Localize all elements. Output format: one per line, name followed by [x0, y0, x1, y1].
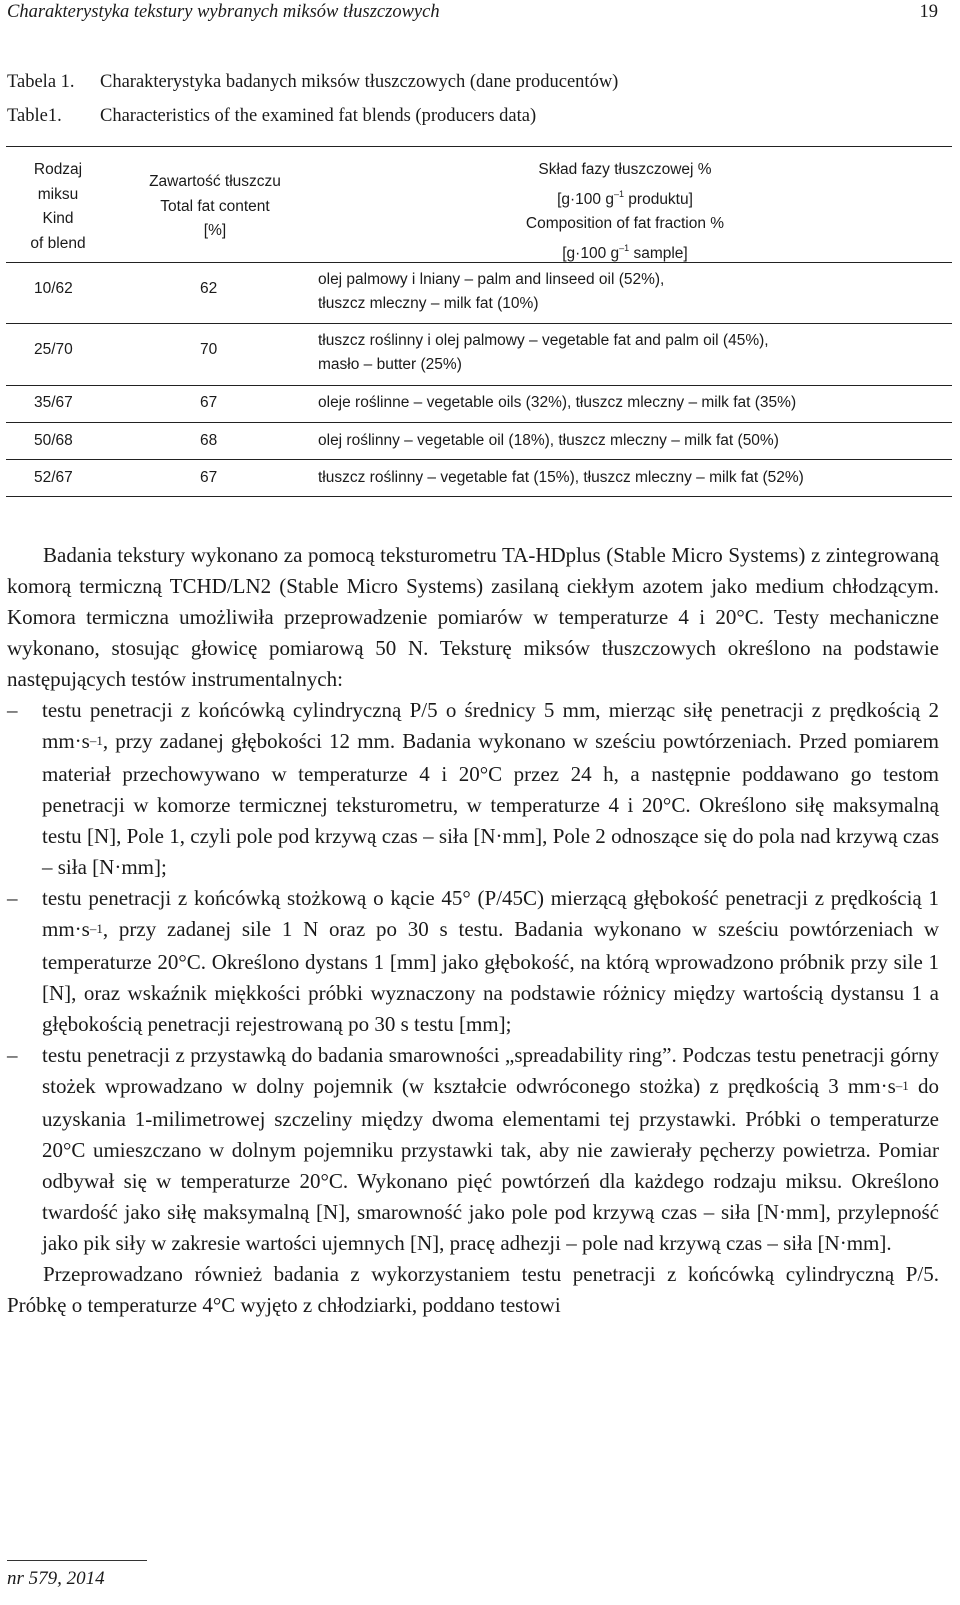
running-head	[7, 2, 938, 26]
footer-issue: nr 579, 2014	[7, 1568, 105, 1589]
paragraph: Badania tekstury wykonano za pomocą teksturometru TA-HDplus (Stable Micro Systems) z zintegrowaną komorą termiczną TCHD/LN2 (Stable Micro Systems) zasilaną ciekłym azotem jako medium chłodzącym. Komora termiczna umożliwiła przeprowadzenie pomiarów w temperaturze 4 i 20°C. Testy mechaniczne wykonano, stosując głowicę pomiarową 50 N. Teksturę miksów tłuszczowych określono na podstawie następujących testów instrumentalnych:	[7, 543, 939, 691]
page-number: 19	[919, 2, 938, 22]
header-kind: Rodzaj miksu Kind of blend	[30, 161, 86, 252]
row-rule	[6, 385, 952, 386]
page: Charakterystyka tekstury wybranych miksów tłuszczowych 19 Tabela 1. Charakterystyka badanych miksów tłuszczowych (dane producentów) Table1. Characteristics of the examined fat blends (producers data) Rodzaj miksu Kind of blend Zawartość tłuszczu Total fat content [%] Skład fazy tłuszczowej % [g·100 $g^{-1}$ produktu] Composition of fat fraction % [g·100 $g^{-1}$ sample] 10/62 62 olej palmowy i lniany – palm and linseed oil (52%), tłuszcz mleczny – milk fat (10%) 25/70 70 tłuszcz roślinny i olej palmowy – vegetable fat and palm oil (45%), masło – butter (25%) 35/67 67 oleje roślinne – vegetable oils (32%), tłuszcz mleczny – milk fat (35%) 50/68 68 olej roślinny – vegetable oil (18%), tłuszcz mleczny – milk fat (50%) 52/67 67 tłuszcz roślinny – vegetable fat (15%), tłuszcz mleczny – milk fat (52%) Badania tekstury wykonano za pomocą teksturometru TA-HDplus (Stable Micro Systems) z zintegrowaną komorą termiczną TCHD/LN2 (Stable Micro Systems) zasilaną ciekłym azotem jako medium chłodzącym. Komora termiczna umożliwiła przeprowadzenie pomiarów w temperaturze 4 i 20°C. Testy mechaniczne wykonano, stosując głowicę pomiarową 50 N. Teksturę miksów tłuszczowych określono na podstawie następujących testów instrumentalnych: – testu penetracji z końcówką cylindryczną P/5 o średnicy 5 mm, mierząc siłę penetracji z prędkością 2 $mm\cdot s^{-1}$, przy zadanej głębokości 12 mm. Badania wykonano w sześciu powtórzeniach. Przed pomiarem materiał przechowywano w temperaturze 4 i 20°C przez 24 h, a następnie poddawano go testom penetracji w komorze termicznej teksturometru, w temperaturze 4 i 20°C. Określono siłę maksymalną testu [N], Pole 1, czyli pole pod krzywą czas – siła [N·mm], Pole 2 odnoszące się do pola nad krzywą czas – siła [N·mm]; – testu penetracji z końcówką stożkową o kącie 45° (P/45C) mierzącą głębokość penetracji z prędkością 1 $mm\cdot s^{-1}$, przy zadanej sile 1 N oraz po 30 s testu. Badania wykonano w sześciu powtórzeniach w temperaturze 20°C. Określono dystans 1 [mm] jako głębokość, na którą wprowadzono próbnik przy sile 1 [N], oraz wskaźnik miękkości próbki wyznaczony na podstawie różnicy między wartością dystansu 1 a głębokością penetracji rejestrowaną po 30 s testu [mm]; – testu penetracji z przystawką do badania smarowności „spreadability ring”. Podczas testu penetracji górny stożek wprowadzano w dolny pojemnik (w kształcie odwróconego stożka) z prędkością 3 $mm\cdot s^{-1}$ do uzyskania 1-milimetrowej szczeliny między dwoma elementami tej przystawki. Próbki o temperaturze 20°C umieszczano w dolnym pojemniku przystawki tak, aby nie zawierały pęcherzy powietrza. Pomiar odbywał się w temperaturze 20°C. Wykonano pięć powtórzeń dla każdego rodzaju miksu. Określono twardość jako siłę maksymalną [N], smarowność jako pole pod krzywą czas – siła [N·mm], przylepność jako pik siły w zakresie wartości ujemnych [N], pracę adhezji – pole nad krzywą czas – siła [N·mm]. Przeprowadzano również badania z wykorzystaniem testu penetracji z końcówką cylindryczną P/5. Próbkę o temperaturze 4°C wyjęto z chłodziarki, poddano testowi nr 579, 2014	[0, 0, 960, 1605]
list-item: – testu penetracji z przystawką do badania smarowności „spreadability ring”. Podczas testu penetracji górny stożek wprowadzano w dolny pojemnik (w kształcie odwróconego stożka) z prędkością 3 $mm\cdot s^{-1}$ do uzyskania 1-milimetrowej szczeliny między dwoma elementami tej przystawki. Próbki o temperaturze 20°C umieszczano w dolnym pojemniku przystawki tak, aby nie zawierały pęcherzy powietrza. Pomiar odbywał się w temperaturze 20°C. Wykonano pięć powtórzeń dla każdego rodzaju miksu. Określono twardość jako siłę maksymalną [N], smarowność jako pole pod krzywą czas – siła [N·mm], przylepność jako pik siły w zakresie wartości ujemnych [N], pracę adhezji – pole nad krzywą czas – siła [N·mm].	[7, 1043, 940, 1255]
table-caption-pl	[7, 72, 618, 93]
table-label-pl: Tabela 1.	[7, 72, 75, 92]
table-caption-en	[7, 106, 536, 127]
footer-rule	[7, 1560, 147, 1561]
body-text	[7, 540, 939, 1321]
running-head-title: Charakterystyka tekstury wybranych miksów tłuszczowych	[7, 2, 440, 22]
header-fat-content: Zawartość tłuszczu Total fat content [%]	[149, 173, 281, 239]
table-bottom-rule	[6, 496, 952, 497]
paragraph: Przeprowadzano również badania z wykorzystaniem testu penetracji z końcówką cylindryczną P/5. Próbkę o temperaturze 4°C wyjęto z chłodziarki, poddano testowi	[7, 1262, 939, 1317]
list-item: – testu penetracji z końcówką stożkową o kącie 45° (P/45C) mierzącą głębokość penetracji z prędkością 1 $mm\cdot s^{-1}$, przy zadanej sile 1 N oraz po 30 s testu. Badania wykonano w sześciu powtórzeniach w temperaturze 20°C. Określono dystans 1 [mm] jako głębokość, na którą wprowadzono próbnik przy sile 1 [N], oraz wskaźnik miękkości próbki wyznaczony na podstawie różnicy między wartością dystansu 1 a głębokością penetracji rejestrowaną po 30 s testu [mm];	[7, 886, 939, 1036]
table-title-pl: Charakterystyka badanych miksów tłuszczowych (dane producentów)	[100, 72, 619, 92]
table-header-rule	[6, 262, 952, 263]
table-label-en: Table1.	[7, 106, 62, 126]
table-title-en: Characteristics of the examined fat blends (producers data)	[100, 106, 537, 126]
row-rule	[6, 459, 952, 460]
table-top-rule	[6, 146, 952, 147]
row-rule	[6, 323, 952, 324]
list-item: – testu penetracji z końcówką cylindryczną P/5 o średnicy 5 mm, mierząc siłę penetracji z prędkością 2 $mm\cdot s^{-1}$, przy zadanej głębokości 12 mm. Badania wykonano w sześciu powtórzeniach. Przed pomiarem materiał przechowywano w temperaturze 4 i 20°C przez 24 h, a następnie poddawano go testom penetracji w komorze termicznej teksturometru, w temperaturze 4 i 20°C. Określono siłę maksymalną testu [N], Pole 1, czyli pole pod krzywą czas – siła [N·mm], Pole 2 odnoszące się do pola nad krzywą czas – siła [N·mm];	[7, 698, 939, 879]
header-composition: Skład fazy tłuszczowej % [g·100 $g^{-1}$ produktu] Composition of fat fraction % [g·100 $g^{-1}$ sample]	[525, 161, 725, 262]
row-rule	[6, 422, 952, 423]
